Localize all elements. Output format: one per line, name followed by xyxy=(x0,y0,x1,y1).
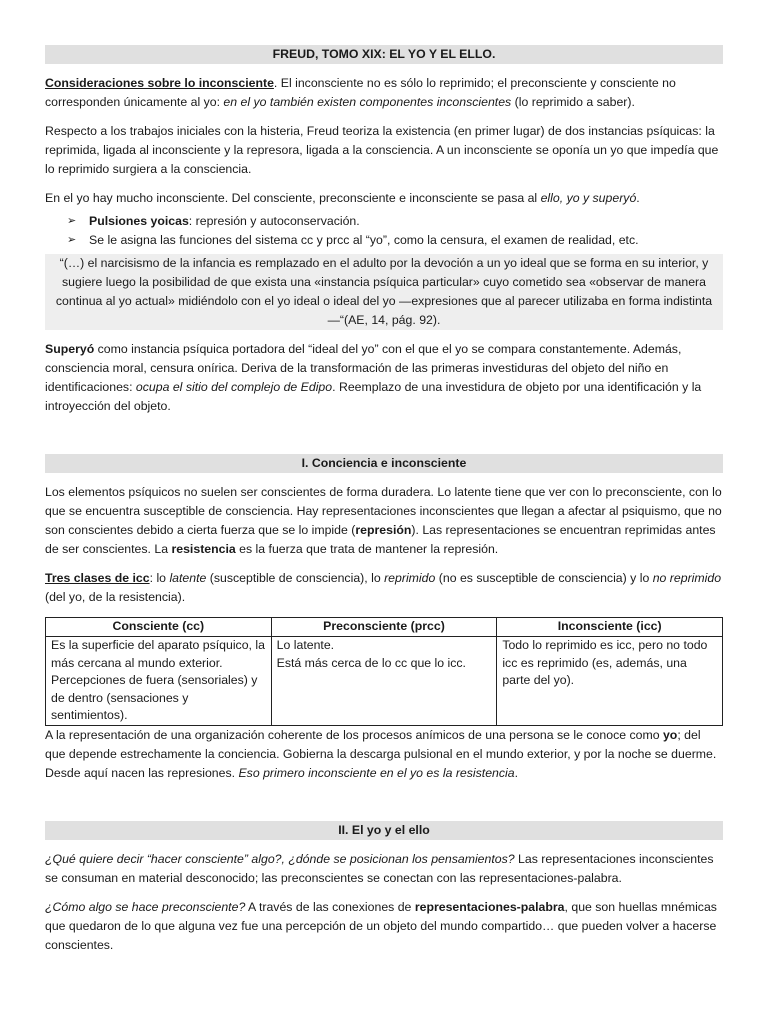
paragraph-histeria: Respecto a los trabajos iniciales con la histeria, Freud teoriza la existencia (en primer lugar) de dos instancias psíquicas: la reprimida, ligada al inconsciente y la represora, ligada a la consciencia. A un inconsciente se oponía un yo que impedía que lo reprimido surgiera a la consciencia. xyxy=(45,124,719,176)
table-header-row xyxy=(46,618,723,637)
paragraph-tres-clases xyxy=(45,569,723,607)
paragraph-superyo xyxy=(45,340,723,416)
text: (susceptible de consciencia), lo xyxy=(206,571,385,585)
paragraph-hacer-consciente xyxy=(45,850,723,888)
emphasis: Eso primero inconsciente en el yo es la resistencia xyxy=(238,766,515,780)
table-row xyxy=(46,637,723,726)
text: (lo reprimido a saber). xyxy=(511,95,635,109)
text: ; del que depende estrechamente la conciencia. Gobierna la descarga pulsional en el mundo exterior, y por la noche se duerme. Desde aquí nacen las represiones. xyxy=(45,728,717,780)
bold-text: Superyó xyxy=(45,342,95,356)
bullet-list xyxy=(45,212,723,250)
emphasis: reprimido xyxy=(384,571,436,585)
emphasis: ¿Qué quiere decir “hacer consciente” algo?, ¿dónde se posicionan los pensamientos? xyxy=(45,852,515,866)
text: . Reemplazo de una investidura de objeto por una identificación y la introyección del objeto. xyxy=(45,380,702,413)
text: A través de las conexiones de xyxy=(245,900,415,914)
comparison-table xyxy=(45,617,723,726)
text: es la fuerza que trata de mantener la represión. xyxy=(235,542,499,556)
section-heading-yo-ello: II. El yo y el ello xyxy=(45,821,723,840)
paragraph-lead: Tres clases de icc xyxy=(45,571,150,585)
text: : represión y autoconservación. xyxy=(188,214,360,228)
paragraph-inconsciente xyxy=(45,74,723,112)
text: A la representación de una organización coherente de los procesos anímicos de una persona se le conoce como xyxy=(45,728,663,742)
bold-text: resistencia xyxy=(171,542,236,556)
blockquote: “(…) el narcisismo de la infancia es remplazado en el adulto por la devoción a un yo ideal que se forma en su interior, y sugiere luego la posibilidad de que exista una «instancia psíquica particular» cuyo cometido sea «observar de manera continua al yo actual» midiéndolo con el yo ideal o ideal del yo —expresiones que al parecer utilizaba en forma indistinta —“(AE, 14, pág. 92). xyxy=(45,254,723,330)
text: . El inconsciente no es sólo lo reprimido; el preconsciente y consciente no corresponden únicamente al yo: xyxy=(45,76,676,109)
list-item: ➢ Se le asigna las funciones del sistema cc y prcc al “yo”, como la censura, el examen de realidad, etc. xyxy=(67,231,723,250)
text: Los elementos psíquicos no suelen ser conscientes de forma duradera. Lo latente tiene que ver con lo preconsciente, con lo que se encuentra susceptible de consciencia. Hay representaciones inconscientes que llegan a afectar al psiquismo, que no son conscientes debido a cierta fuerza que se lo impide ( xyxy=(45,485,722,537)
paragraph-ello-yo-superyo xyxy=(45,189,723,208)
bold-text: yo xyxy=(662,728,678,742)
text: Las representaciones inconscientes se consuman en material desconocido; las preconscientes se conectan con las representaciones-palabra. xyxy=(45,852,714,885)
bold-text: Pulsiones yoicas xyxy=(89,214,189,228)
table-cell: Lo latente. Está más cerca de lo cc que lo icc. xyxy=(271,637,497,726)
table-header-cell: Preconsciente (prcc) xyxy=(271,618,497,637)
text: . xyxy=(636,191,640,205)
emphasis: ello, yo y superyó xyxy=(540,191,637,205)
text: , que son huellas mnémicas que quedaron de lo que alguna vez fue una percepción de un objeto del mundo compartido… que pueden volver a hacerse conscientes. xyxy=(45,900,717,952)
text: . xyxy=(514,766,519,780)
bold-text: represión xyxy=(355,523,412,537)
table-cell: Es la superficie del aparato psíquico, la más cercana al mundo exterior. Percepciones de fuera (sensoriales) y de dentro (sensaciones y sentimientos). xyxy=(46,637,272,726)
emphasis: ¿Cómo algo se hace preconsciente? xyxy=(45,900,246,914)
text: (no es susceptible de consciencia) y lo xyxy=(435,571,653,585)
text: En el yo hay mucho inconsciente. Del consciente, preconsciente e inconsciente se pasa al xyxy=(45,191,541,205)
table-cell: Todo lo reprimido es icc, pero no todo icc es reprimido (es, además, una parte del yo). xyxy=(497,637,723,726)
bold-text: representaciones-palabra xyxy=(414,900,565,914)
text: : lo xyxy=(149,571,170,585)
paragraph-preconsciente xyxy=(45,898,723,955)
paragraph-lead: Consideraciones sobre lo inconsciente xyxy=(45,76,274,90)
list-item xyxy=(67,212,723,231)
text: (del yo, de la resistencia). xyxy=(45,590,186,604)
paragraph-yo xyxy=(45,726,723,783)
text: como instancia psíquica portadora del “ideal del yo” con el que el yo se compara constantemente. Además, consciencia moral, censura onírica. Deriva de la transformación de las primeras investiduras del objeto del niño en identificaciones: xyxy=(45,342,682,394)
emphasis: no reprimido xyxy=(652,571,722,585)
emphasis: latente xyxy=(169,571,207,585)
emphasis: en el yo también existen componentes inconscientes xyxy=(223,95,512,109)
table-header-cell: Inconsciente (icc) xyxy=(497,618,723,637)
text: ). Las representaciones se encuentran reprimidas antes de ser conscientes. La xyxy=(45,523,716,556)
table-header-cell: Consciente (cc) xyxy=(46,618,272,637)
emphasis: ocupa el sitio del complejo de Edipo xyxy=(135,380,333,394)
document-title: FREUD, TOMO XIX: EL YO Y EL ELLO. xyxy=(45,45,723,64)
section-heading-conciencia: I. Conciencia e inconsciente xyxy=(45,454,723,473)
paragraph-elementos-psiquicos xyxy=(45,483,723,559)
